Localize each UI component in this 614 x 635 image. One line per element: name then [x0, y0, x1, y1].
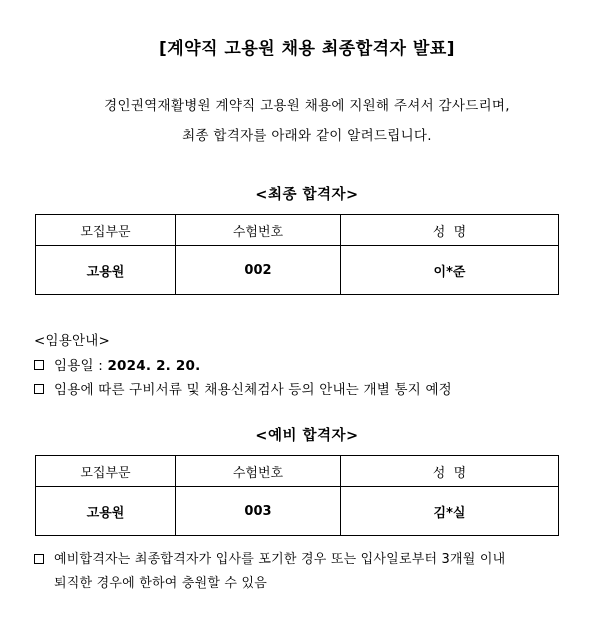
- appointment-date-label: 임용일 :: [54, 358, 108, 374]
- reserve-note-line-2: 퇴직한 경우에 한하여 충원할 수 있음: [54, 576, 268, 591]
- cell-number: 002: [176, 246, 341, 295]
- header-dept: 모집부문: [36, 456, 176, 487]
- appointment-date-line: [34, 354, 200, 374]
- table-header-row: [36, 215, 559, 246]
- appointment-note-line: [34, 378, 452, 398]
- appointment-note: 임용에 따른 구비서류 및 채용신체검사 등의 안내는 개별 통지 예정: [54, 382, 452, 398]
- reserve-heading: <예비 합격자>: [255, 428, 359, 444]
- final-heading: <최종 합격자>: [255, 187, 359, 203]
- intro-line-2: 최종 합격자를 아래와 같이 알려드립니다.: [182, 128, 432, 144]
- square-bullet-icon: [34, 384, 44, 394]
- page-title: [계약직 고용원 채용 최종합격자 발표]: [158, 39, 456, 59]
- table-row: [36, 487, 559, 536]
- header-number: 수험번호: [176, 215, 341, 246]
- cell-number: 003: [176, 487, 341, 536]
- appointment-date-value: 2024. 2. 20.: [107, 358, 201, 374]
- cell-name: 김*실: [341, 487, 559, 536]
- final-table: [35, 214, 559, 295]
- header-dept: 모집부문: [36, 215, 176, 246]
- cell-dept: 고용원: [36, 246, 176, 295]
- cell-dept: 고용원: [36, 487, 176, 536]
- intro-line-1: 경인권역재활병원 계약직 고용원 채용에 지원해 주셔서 감사드리며,: [104, 98, 510, 114]
- reserve-note-1: 예비합격자는 최종합격자가 입사를 포기한 경우 또는 입사일로부터 3개월 이내: [54, 552, 506, 567]
- header-name: 성 명: [341, 456, 559, 487]
- square-bullet-icon: [34, 360, 44, 370]
- header-number: 수험번호: [176, 456, 341, 487]
- header-name: 성 명: [341, 215, 559, 246]
- cell-name: 이*준: [341, 246, 559, 295]
- table-row: [36, 246, 559, 295]
- reserve-table: [35, 455, 559, 536]
- table-header-row: [36, 456, 559, 487]
- appointment-heading: <임용안내>: [34, 333, 110, 349]
- square-bullet-icon: [34, 554, 44, 564]
- reserve-note-line-1: [34, 548, 505, 567]
